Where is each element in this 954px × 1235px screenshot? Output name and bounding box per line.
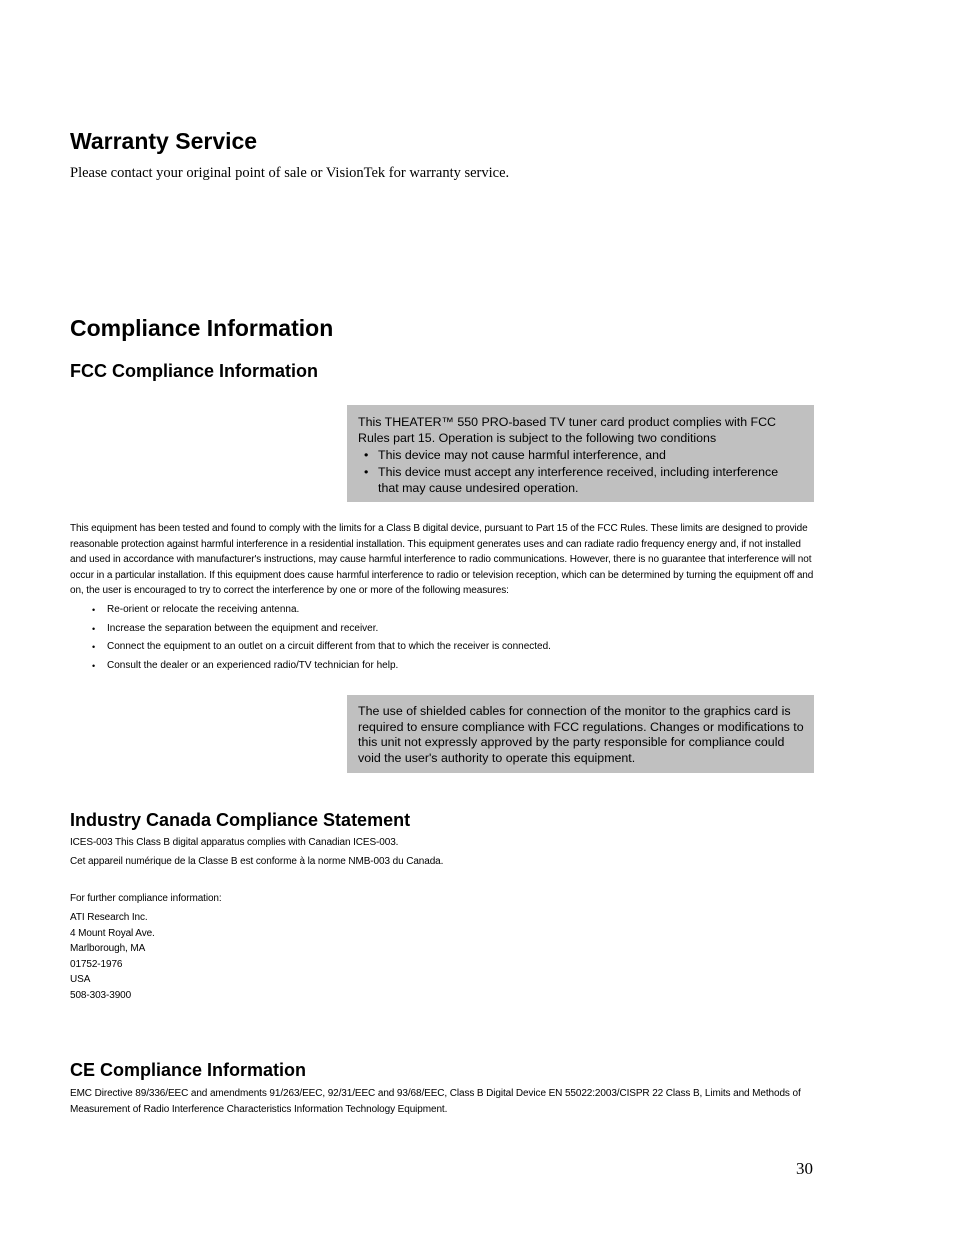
further-info-label: For further compliance information: [70,893,222,904]
fcc-shielded-cables-box [347,695,814,773]
address-line: 508-303-3900 [70,989,132,1001]
address-line: USA [70,974,91,985]
page-number: 30 [796,1159,813,1178]
address-line: ATI Research Inc. [70,912,148,923]
contact-address [70,910,155,1003]
warranty-heading: Warranty Service [70,128,258,154]
fcc-conditions-box [347,405,814,502]
compliance-heading: Compliance Information [70,315,334,341]
fcc-heading: FCC Compliance Information [70,361,319,381]
address-line: 4 Mount Royal Ave. [70,927,155,939]
list-item: • Increase the separation between the equipment and receiver. [92,622,551,641]
canada-line-french: Cet appareil numérique de la Classe B est conforme à la norme NMB-003 du Canada. [70,856,444,867]
canada-line-english: ICES-003 This Class B digital apparatus complies with Canadian ICES-003. [70,837,399,848]
address-line: Marlborough, MA [70,943,146,954]
list-item: • Re-orient or relocate the receiving antenna. [92,603,551,622]
list-item: • Connect the equipment to an outlet on a circuit different from that to which the receiver is connected. [92,640,551,659]
fcc-measures-list [92,603,551,678]
canada-heading: Industry Canada Compliance Statement [70,810,411,830]
fcc-conditions-list [358,447,794,496]
address-line: 01752-1976 [70,958,123,970]
ce-text: EMC Directive 89/336/EEC and amendments 91/263/EEC, 92/31/EEC and 93/68/EEC, Class B Digital Device EN 55022:2003/CISPR 22 Class B, Limits and Methods of Measurement of Radio Interference Characteristics Information Technology Equipment. [70,1088,801,1115]
fcc-shielded-cables-text: The use of shielded cables for connection of the monitor to the graphics card is required to ensure compliance with FCC regulations. Changes or modifications to this unit not expressly approved by the party responsible for compliance could void the user's authority to operate this equipment. [358,704,804,766]
list-item: • This device must accept any interference received, including interference that may cause undesired operation. [358,464,794,496]
fcc-conditions-intro: This THEATER™ 550 PRO-based TV tuner card product complies with FCC Rules part 15. Operation is subject to the following two conditions [358,415,776,445]
warranty-text: Please contact your original point of sale or VisionTek for warranty service. [70,165,510,181]
list-item: • Consult the dealer or an experienced radio/TV technician for help. [92,659,551,678]
ce-heading: CE Compliance Information [70,1060,307,1080]
fcc-paragraph: This equipment has been tested and found to comply with the limits for a Class B digital device, pursuant to Part 15 of the FCC Rules. These limits are designed to provide reasonable protection against harmful interference in a residential installation. This equipment generates uses and can radiate radio frequency energy and, if not installed and used in accordance with manufacturer's instructions, may cause harmful interference to radio communications. However, there is no guarantee that interference will not occur in a particular installation. If this equipment does cause harmful interference to radio or television reception, which can be determined by turning the equipment off and on, the user is encouraged to try to correct the interference by one or more of the following measures: [70,523,814,597]
list-item: • This device may not cause harmful interference, and [358,447,794,463]
